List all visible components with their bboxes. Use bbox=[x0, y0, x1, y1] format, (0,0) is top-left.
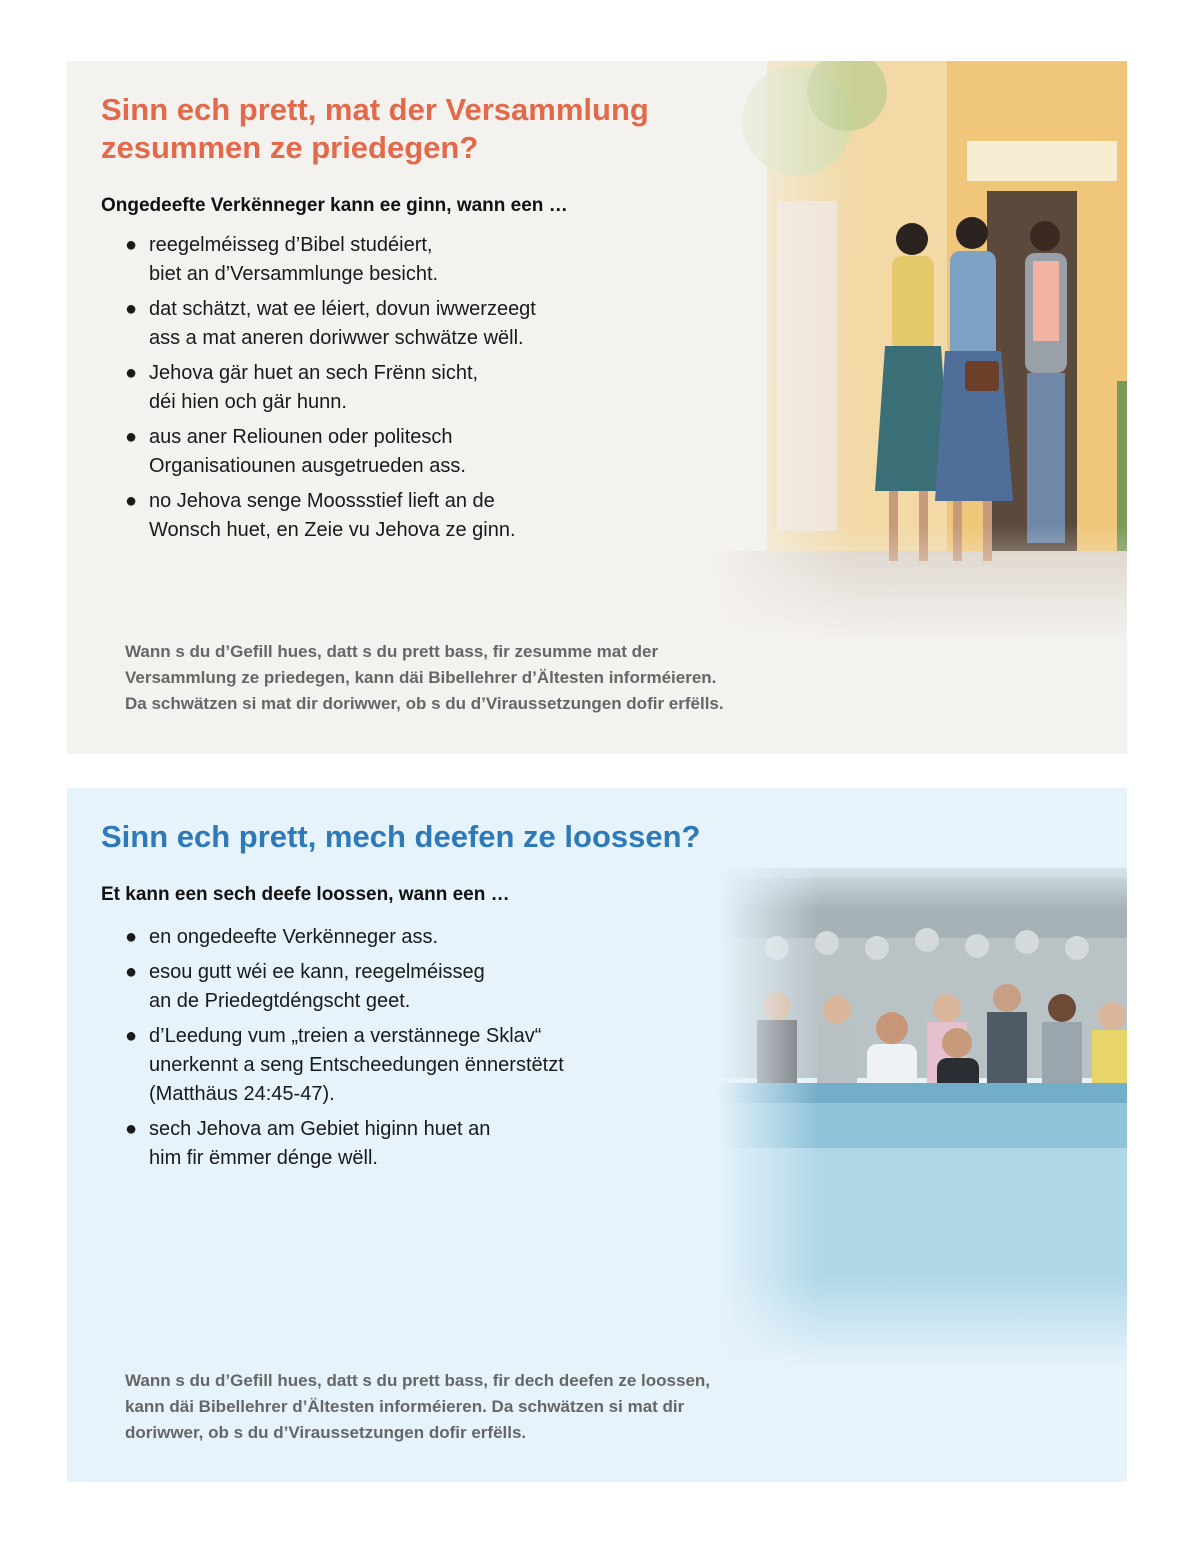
bullet-icon: ● bbox=[125, 961, 138, 983]
bullet-icon: ● bbox=[125, 1025, 138, 1047]
list-item bbox=[125, 231, 645, 289]
section-footnote: Wann s du d’Gefill hues, datt s du prett bass, fir dech deefen ze loossen, kann däi Bibellehrer d’Ältesten informéieren. Da schwätzen si mat dir doriwwer, ob s du d’Viraussetzungen dofir erfëlls. bbox=[125, 1371, 711, 1442]
list-item-text: aus aner Reliounen oder politesch Organisatiounen ausgetrueden ass. bbox=[149, 426, 466, 477]
list-item-text: sech Jehova am Gebiet higinn huet an him fir ëmmer dénge wëll. bbox=[149, 1118, 491, 1169]
bullet-icon: ● bbox=[125, 234, 138, 256]
baptism-illustration-icon bbox=[717, 848, 1127, 1368]
baptism-section bbox=[67, 788, 1127, 1482]
list-item-text: reegelméisseg d’Bibel studéiert, biet an d’Versammlunge besicht. bbox=[149, 234, 439, 285]
section-title: Sinn ech prett, mat der Versammlung zesummen ze priedegen? bbox=[101, 92, 649, 165]
list-item-text: no Jehova senge Moossstief lieft an de Wonsch huet, en Zeie vu Jehova ze ginn. bbox=[149, 490, 516, 541]
list-item bbox=[125, 1115, 665, 1173]
requirements-list bbox=[125, 923, 665, 1179]
section-footnote: Wann s du d’Gefill hues, datt s du prett bass, fir zesumme mat der Versammlung ze priedegen, kann däi Bibellehrer d’Ältesten informéieren. Da schwätzen si mat dir doriwwer, ob s du d’Viraussetzungen dofir erfëlls. bbox=[125, 642, 724, 713]
publisher-section bbox=[67, 61, 1127, 754]
list-item bbox=[125, 923, 665, 952]
list-item bbox=[125, 1022, 665, 1109]
bullet-icon: ● bbox=[125, 926, 138, 948]
list-item bbox=[125, 423, 645, 481]
bullet-icon: ● bbox=[125, 298, 138, 320]
list-item-text: esou gutt wéi ee kann, reegelméisseg an de Priedegtdéngscht geet. bbox=[149, 961, 485, 1012]
list-item bbox=[125, 958, 665, 1016]
section-lead: Ongedeefte Verkënneger kann ee ginn, wann een … bbox=[101, 195, 568, 216]
bullet-icon: ● bbox=[125, 1118, 138, 1140]
list-item-text: d’Leedung vum „treien a verstännege Sklav“ unerkennt a seng Entscheedungen ënnerstëtzt (Matthäus 24:45-47). bbox=[149, 1025, 564, 1105]
section-title: Sinn ech prett, mech deefen ze loossen? bbox=[101, 819, 701, 854]
list-item bbox=[125, 359, 645, 417]
requirements-list bbox=[125, 231, 645, 551]
list-item bbox=[125, 295, 645, 353]
list-item-text: en ongedeefte Verkënneger ass. bbox=[149, 926, 439, 948]
list-item bbox=[125, 487, 645, 545]
bullet-icon: ● bbox=[125, 490, 138, 512]
list-item-text: Jehova gär huet an sech Frënn sicht, déi hien och gär hunn. bbox=[149, 362, 479, 413]
bullet-icon: ● bbox=[125, 362, 138, 384]
section-lead: Et kann een sech deefe loossen, wann een … bbox=[101, 884, 510, 905]
bullet-icon: ● bbox=[125, 426, 138, 448]
list-item-text: dat schätzt, wat ee léiert, dovun iwwerzeegt ass a mat aneren doriwwer schwätze wëll. bbox=[149, 298, 536, 349]
ministry-illustration-icon bbox=[707, 61, 1127, 641]
